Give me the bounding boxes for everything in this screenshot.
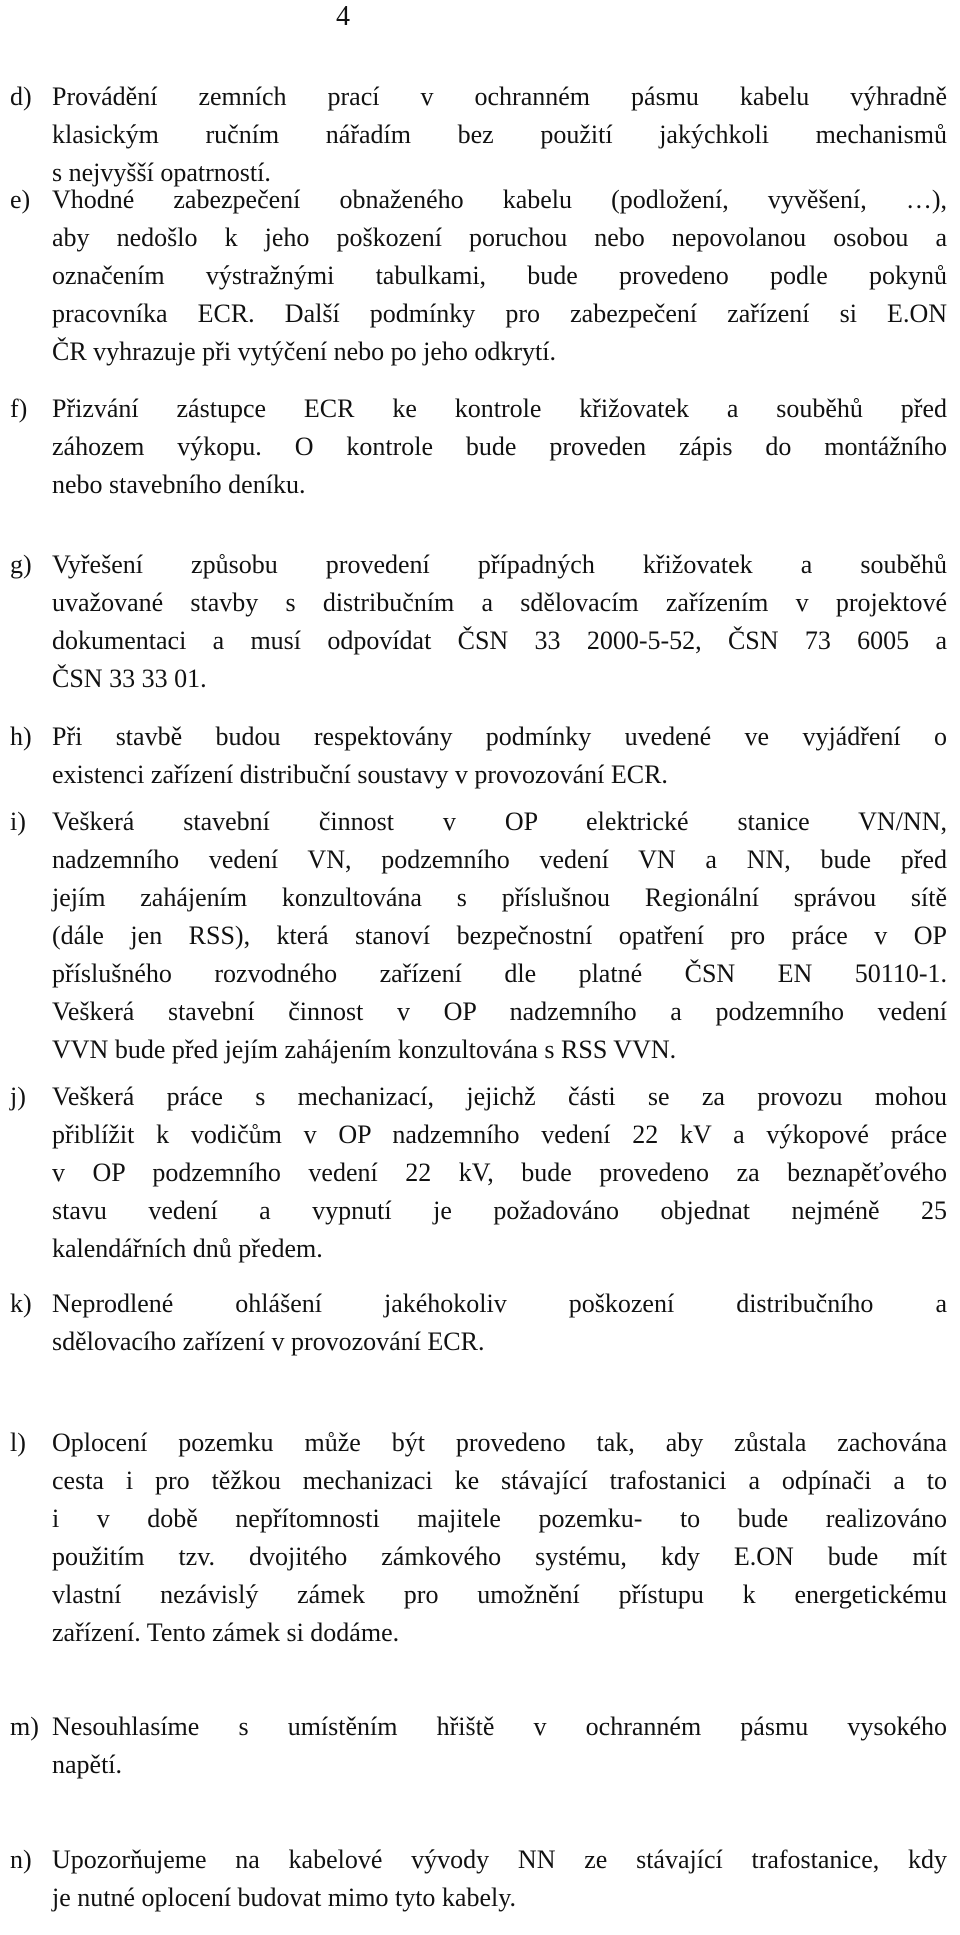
item-text (52, 1708, 947, 1784)
item-letter: m) (10, 1712, 39, 1741)
text-line: napětí. (52, 1750, 123, 1779)
text-line: Veškerá stavební činnost v OP elektrické stanice VN/NN, (52, 807, 947, 836)
item-letter: k) (10, 1289, 32, 1318)
list-item-k (0, 1285, 960, 1361)
text-line: Veškerá stavební činnost v OP nadzemního a podzemního vedení (52, 997, 947, 1026)
item-text (52, 1424, 947, 1652)
text-line: vlastní nezávislý zámek pro umožnění přístupu k energetickému (52, 1580, 947, 1609)
text-line: stavu vedení a vypnutí je požadováno objednat nejméně 25 (52, 1196, 947, 1225)
text-line: kalendářních dnů předem. (52, 1234, 323, 1263)
list-item-i (0, 803, 960, 1069)
text-line: Vhodné zabezpečení obnaženého kabelu (podložení, vyvěšení, …), (52, 185, 947, 214)
text-line: Neprodlené ohlášení jakéhokoliv poškození distribučního a (52, 1289, 947, 1318)
item-letter: l) (10, 1428, 26, 1457)
text-line: s nejvyšší opatrností. (52, 158, 271, 187)
text-line: Veškerá práce s mechanizací, jejichž části se za provozu mohou (52, 1082, 947, 1111)
text-line: aby nedošlo k jeho poškození poruchou nebo nepovolanou osobou a (52, 223, 947, 252)
text-line: Upozorňujeme na kabelové vývody NN ze stávající trafostanice, kdy (52, 1845, 947, 1874)
text-line: přiblížit k vodičům v OP nadzemního vedení 22 kV a výkopové práce (52, 1120, 947, 1149)
text-line: Provádění zemních prací v ochranném pásmu kabelu výhradně (52, 82, 947, 111)
list-item-e (0, 181, 960, 371)
text-line: příslušného rozvodného zařízení dle platné ČSN EN 50110-1. (52, 959, 947, 988)
text-line: uvažované stavby s distribučním a sdělovacím zařízením v projektové (52, 588, 947, 617)
text-line: zařízení. Tento zámek si dodáme. (52, 1618, 400, 1647)
text-line: použitím tzv. dvojitého zámkového systému, kdy E.ON bude mít (52, 1542, 947, 1571)
item-letter: d) (10, 82, 32, 111)
item-letter: f) (10, 394, 28, 423)
item-text (52, 181, 947, 371)
text-line: nebo stavebního deníku. (52, 470, 306, 499)
text-line: Vyřešení způsobu provedení případných křižovatek a souběhů (52, 550, 947, 579)
item-text (52, 78, 947, 192)
text-line: pracovníka ECR. Další podmínky pro zabezpečení zařízení si E.ON (52, 299, 947, 328)
text-line: v OP podzemního vedení 22 kV, bude provedeno za beznapěťového (52, 1158, 947, 1187)
text-line: Při stavbě budou respektovány podmínky uvedené ve vyjádření o (52, 722, 947, 751)
text-line: (dále jen RSS), která stanoví bezpečnostní opatření pro práce v OP (52, 921, 947, 950)
list-item-f (0, 390, 960, 504)
item-text (52, 718, 947, 794)
item-text (52, 803, 947, 1069)
item-letter: g) (10, 550, 32, 579)
text-line: ČR vyhrazuje při vytýčení nebo po jeho odkrytí. (52, 337, 557, 366)
text-line: sdělovacího zařízení v provozování ECR. (52, 1327, 485, 1356)
text-line: cesta i pro těžkou mechanizaci ke stávající trafostanici a odpínači a to (52, 1466, 947, 1495)
list-item-m (0, 1708, 960, 1784)
text-line: nadzemního vedení VN, podzemního vedení VN a NN, bude před (52, 845, 947, 874)
text-line: VVN bude před jejím zahájením konzultována s RSS VVN. (52, 1035, 677, 1064)
text-line: dokumentaci a musí odpovídat ČSN 33 2000-5-52, ČSN 73 6005 a (52, 626, 947, 655)
list-item-g (0, 546, 960, 698)
list-item-h (0, 718, 960, 794)
item-letter: h) (10, 722, 32, 751)
text-line: Přizvání zástupce ECR ke kontrole křižovatek a souběhů před (52, 394, 947, 423)
text-line: jejím zahájením konzultována s příslušnou Regionální správou sítě (52, 883, 947, 912)
text-line: Nesouhlasíme s umístěním hřiště v ochranném pásmu vysokého (52, 1712, 947, 1741)
text-line: je nutné oplocení budovat mimo tyto kabely. (52, 1883, 517, 1912)
item-text (52, 390, 947, 504)
item-text (52, 1078, 947, 1268)
list-item-l (0, 1424, 960, 1652)
text-line: záhozem výkopu. O kontrole bude proveden zápis do montážního (52, 432, 947, 461)
item-letter: j) (10, 1082, 26, 1111)
page-number: 4 (336, 1, 350, 32)
item-letter: n) (10, 1845, 32, 1874)
text-line: Oplocení pozemku může být provedeno tak, aby zůstala zachována (52, 1428, 947, 1457)
list-item-j (0, 1078, 960, 1268)
text-line: klasickým ručním nářadím bez použití jakýchkoli mechanismů (52, 120, 947, 149)
list-item-d (0, 78, 960, 192)
item-text (52, 1285, 947, 1361)
item-letter: i) (10, 807, 26, 836)
text-line: ČSN 33 33 01. (52, 664, 207, 693)
text-line: i v době nepřítomnosti majitele pozemku- to bude realizováno (52, 1504, 947, 1533)
item-text (52, 1841, 947, 1917)
item-text (52, 546, 947, 698)
item-letter: e) (10, 185, 31, 214)
text-line: označením výstražnými tabulkami, bude provedeno podle pokynů (52, 261, 947, 290)
list-item-n (0, 1841, 960, 1917)
text-line: existenci zařízení distribuční soustavy v provozování ECR. (52, 760, 668, 789)
